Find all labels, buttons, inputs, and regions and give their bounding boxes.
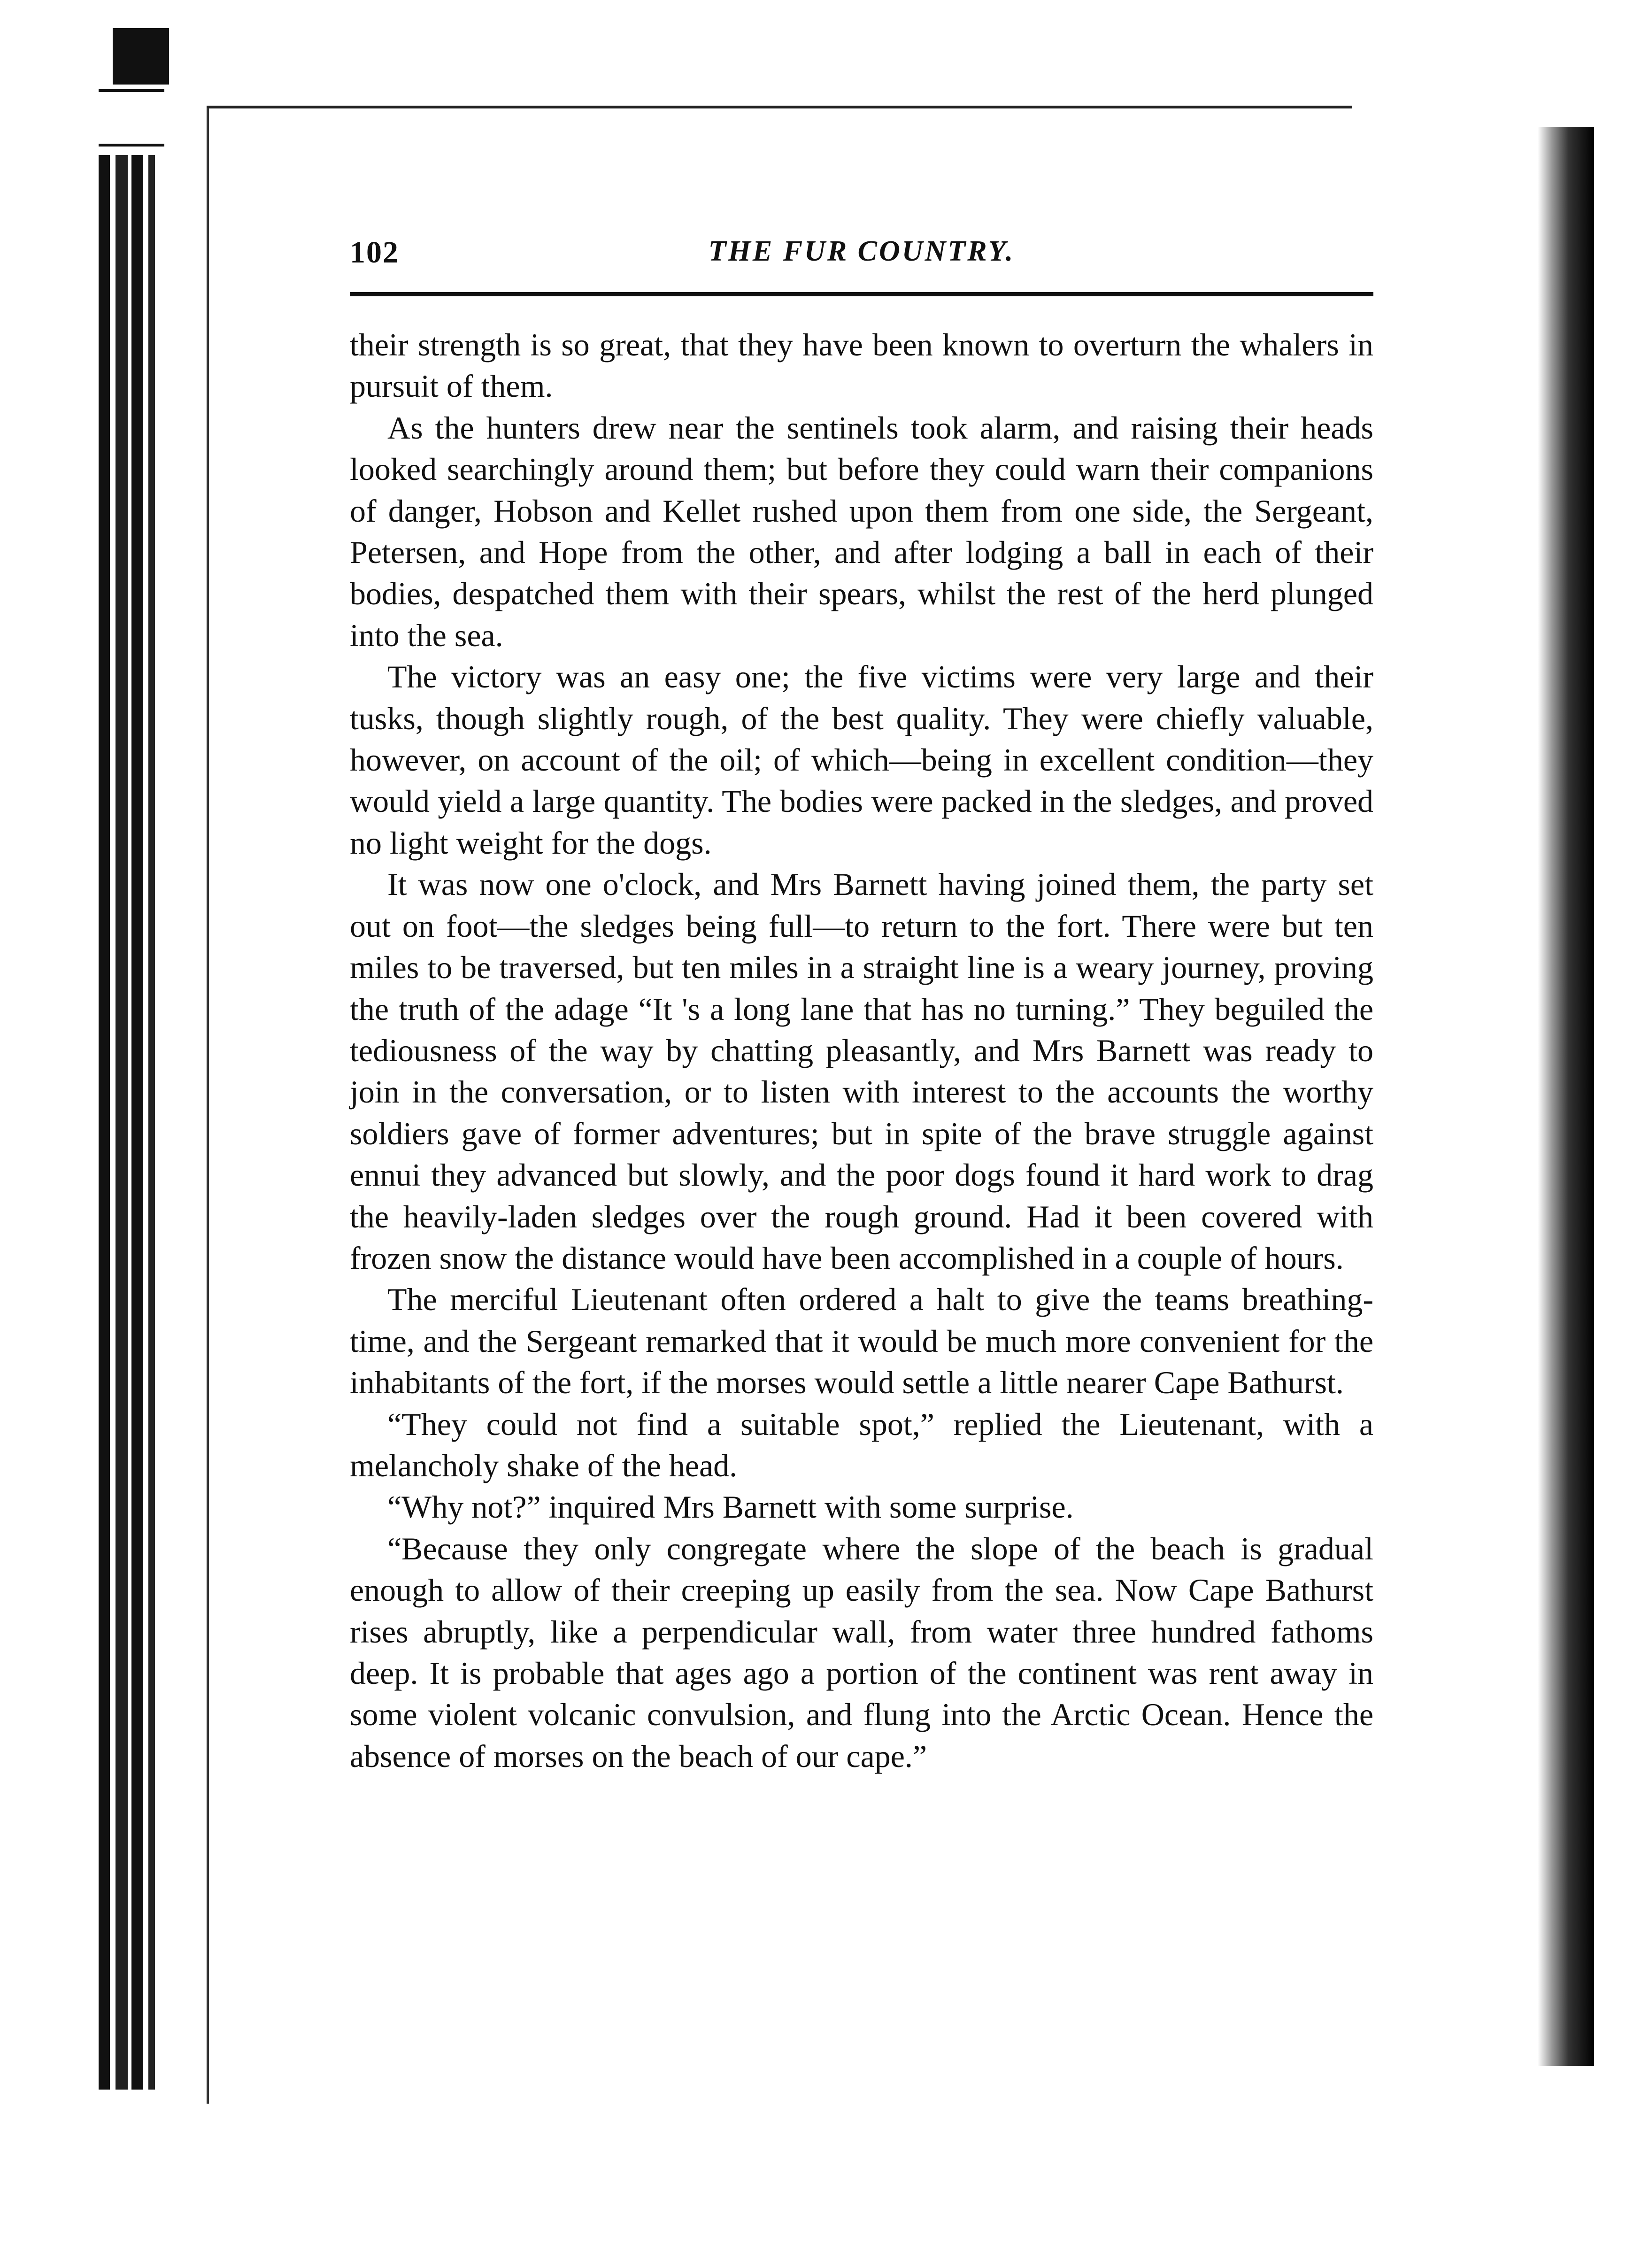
paragraph: As the hunters drew near the sentinels took alarm, and raising their heads looked searchingly around them; but before they could warn their companions of danger, Hobson and Kellet rushed upon them from one side, the Sergeant, Petersen, and Hope from the other, and after lodging a ball in each of their bodies, despatched them with their spears, whilst the rest of the herd plunged into the sea.	[350, 409, 1373, 653]
paragraph: It was now one o'clock, and Mrs Barnett having joined them, the party set out on foot—the sledges being full—to return to the fort. There were but ten miles to be traversed, but ten miles in a straight line is a weary journey, proving the truth of the adage “It 's a long lane that has no turning.” They beguiled the tediousness of the way by chatting pleasantly, and Mrs Barnett was ready to join in the conversation, or to listen with interest to the accounts the worthy soldiers gave of former adventures; but in spite of the brave struggle against ennui they advanced but slowly, and the poor dogs found it hard work to drag the heavily-laden sledges over the rough ground. Had it been covered with frozen snow the distance would have been accomplished in a couple of hours.	[350, 866, 1373, 1276]
left-binding-edge	[99, 155, 155, 2090]
paragraph: their strength is so great, that they have been known to overturn the whalers in pursuit of them.	[350, 327, 1373, 404]
binding-shadow-top	[113, 28, 169, 85]
right-page-edge	[1538, 127, 1594, 2066]
paragraph: The merciful Lieutenant often ordered a halt to give the teams breathing-time, and the Sergeant remarked that it would be much more convenient for the inhabitants of the fort, if the morses would settle a little nearer Cape Bathurst.	[350, 1281, 1373, 1401]
scan-frame-left	[207, 108, 209, 2104]
paragraph: “Because they only congregate where the slope of the beach is gradual enough to allow of their creeping up easily from the sea. Now Cape Bathurst rises abruptly, like a perpendicular wall, from water three hundred fathoms deep. It is probable that ages ago a portion of the continent was rent away in some violent volcanic convulsion, and flung into the Arctic Ocean. Hence the absence of morses on the beach of our cape.”	[350, 1530, 1373, 1774]
binding-lines	[99, 89, 164, 147]
running-title: THE FUR COUNTRY.	[708, 235, 1015, 267]
scan-frame-top	[207, 106, 1352, 108]
paragraph: “Why not?” inquired Mrs Barnett with some surprise.	[387, 1489, 1074, 1525]
page-header	[350, 235, 1373, 279]
paragraph: “They could not find a suitable spot,” replied the Lieutenant, with a melancholy shake of the head.	[350, 1406, 1373, 1483]
body-text	[350, 324, 1373, 1777]
paragraph: The victory was an easy one; the five victims were very large and their tusks, though slightly rough, of the best quality. They were chiefly valuable, however, on account of the oil; of which—being in excellent condition—they would yield a large quantity. The bodies were packed in the sledges, and proved no light weight for the dogs.	[350, 659, 1373, 861]
header-rule	[350, 292, 1373, 296]
page-number: 102	[350, 235, 399, 270]
